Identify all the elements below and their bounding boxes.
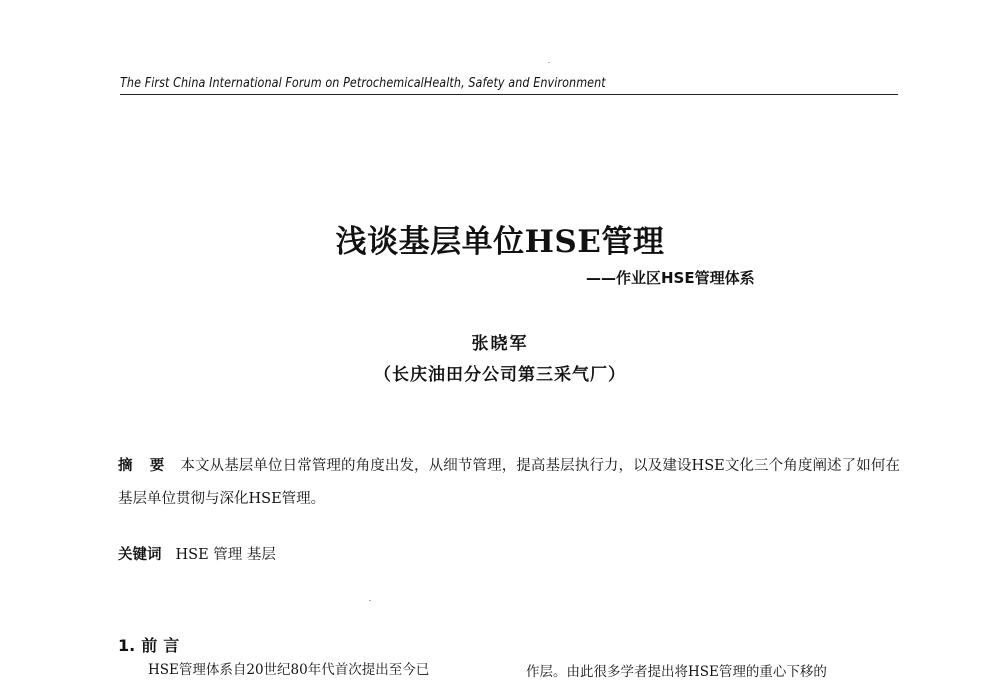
section-number: 1. bbox=[118, 636, 136, 655]
keywords bbox=[118, 543, 276, 564]
author-affiliation: （长庆油田分公司第三采气厂） bbox=[374, 365, 626, 385]
abstract-label: 摘 要 bbox=[118, 457, 171, 474]
scan-speck bbox=[369, 600, 371, 601]
keywords-label: 关键词 bbox=[118, 547, 162, 563]
section-title: 前言 bbox=[141, 636, 186, 655]
paper-subtitle: ——作业区HSE管理体系 bbox=[586, 269, 755, 287]
header-divider bbox=[120, 94, 898, 95]
body-right-column: 作层。由此很多学者提出将HSE管理的重心下移的 bbox=[526, 664, 827, 680]
section-heading bbox=[118, 633, 185, 656]
paper-title: 浅谈基层单位HSE管理 bbox=[335, 224, 665, 260]
author-name: 张晓军 bbox=[471, 334, 529, 354]
scan-speck bbox=[548, 62, 550, 63]
abstract bbox=[118, 449, 900, 516]
body-left-column: HSE管理体系自20世纪80年代首次提出至今已 bbox=[148, 662, 430, 678]
abstract-text: 本文从基层单位日常管理的角度出发，从细节管理，提高基层执行力，以及建设HSE文化三个角度阐述了如何在基层单位贯彻与深化HSE管理。 bbox=[118, 458, 900, 507]
journal-header: The First China International Forum on PetrochemicalHealth, Safety and Environment bbox=[120, 76, 606, 91]
keywords-text: HSE 管理 基层 bbox=[175, 547, 276, 563]
